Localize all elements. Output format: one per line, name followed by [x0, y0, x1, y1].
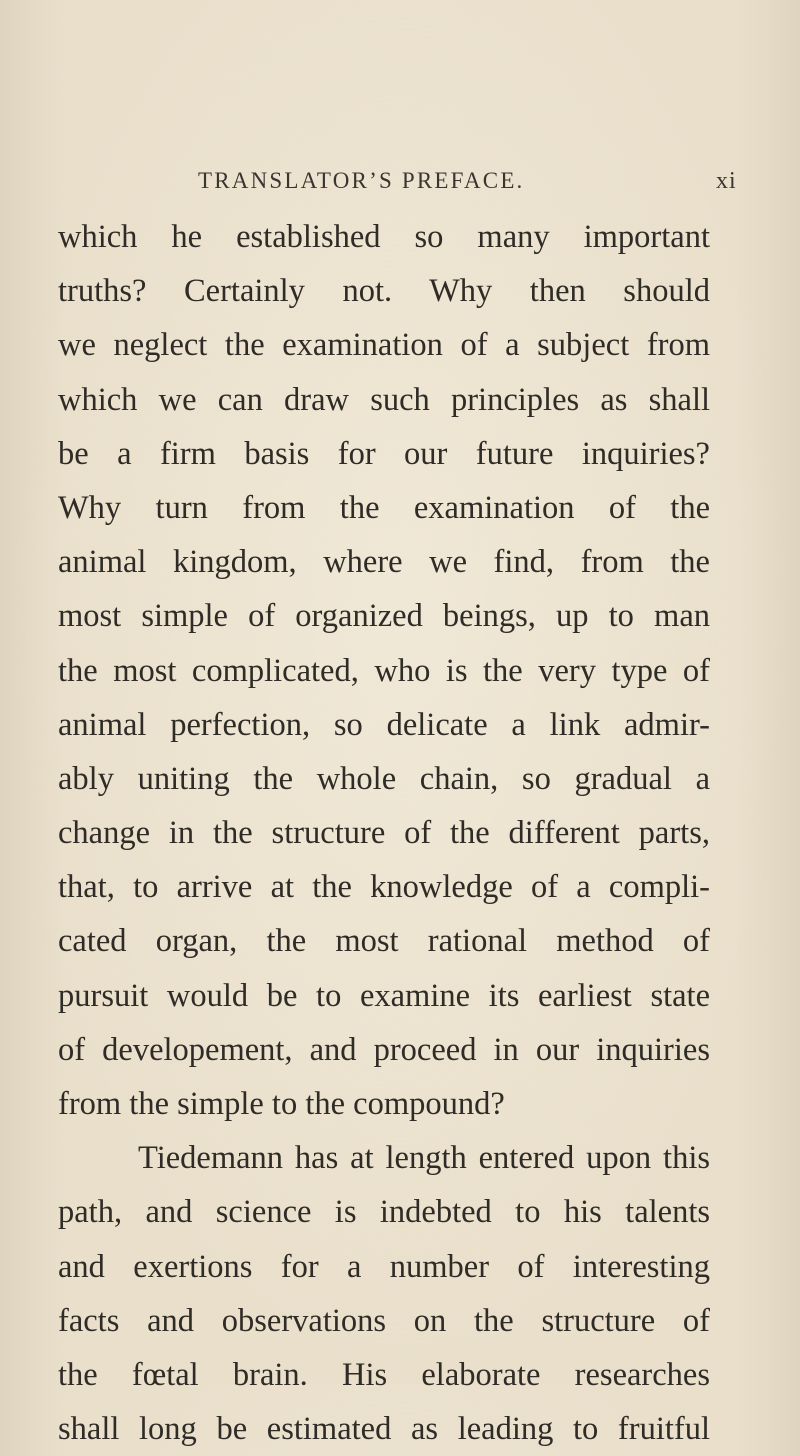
- text-line: shall long be estimated as leading to fruitful: [58, 1411, 710, 1448]
- text-line: and exertions for a number of interesting: [58, 1248, 710, 1285]
- text-line: animal perfection, so delicate a link admir-: [58, 706, 710, 743]
- text-line: the most complicated, who is the very type of: [58, 652, 710, 689]
- page-number: xi: [716, 168, 737, 194]
- text-line: Why turn from the examination of the: [58, 489, 710, 526]
- text-line-paragraph-start: Tiedemann has at length entered upon this: [138, 1140, 710, 1177]
- text-line: change in the structure of the different parts,: [58, 815, 710, 852]
- text-line: which he established so many important: [58, 219, 710, 255]
- text-line: cated organ, the most rational method of: [58, 923, 710, 960]
- text-line: path, and science is indebted to his talents: [58, 1194, 710, 1231]
- text-line: most simple of organized beings, up to man: [58, 598, 710, 635]
- text-line: animal kingdom, where we find, from the: [58, 544, 710, 581]
- text-line: of developement, and proceed in our inquiries: [58, 1031, 710, 1068]
- text-line: which we can draw such principles as shall: [58, 381, 710, 418]
- text-line: the fœtal brain. His elaborate researches: [58, 1356, 710, 1393]
- text-line: we neglect the examination of a subject from: [58, 327, 710, 364]
- text-line: from the simple to the compound?: [58, 1086, 505, 1122]
- text-line: truths? Certainly not. Why then should: [58, 273, 710, 310]
- running-title: TRANSLATOR’S PREFACE.: [198, 168, 525, 193]
- text-line: facts and observations on the structure of: [58, 1302, 710, 1339]
- running-head: [0, 168, 800, 198]
- text-line: that, to arrive at the knowledge of a compli-: [58, 869, 710, 906]
- text-line: be a firm basis for our future inquiries?: [58, 435, 710, 472]
- text-line: ably uniting the whole chain, so gradual a: [58, 760, 710, 797]
- text-line: pursuit would be to examine its earliest state: [58, 977, 710, 1014]
- body-text: [58, 210, 710, 1456]
